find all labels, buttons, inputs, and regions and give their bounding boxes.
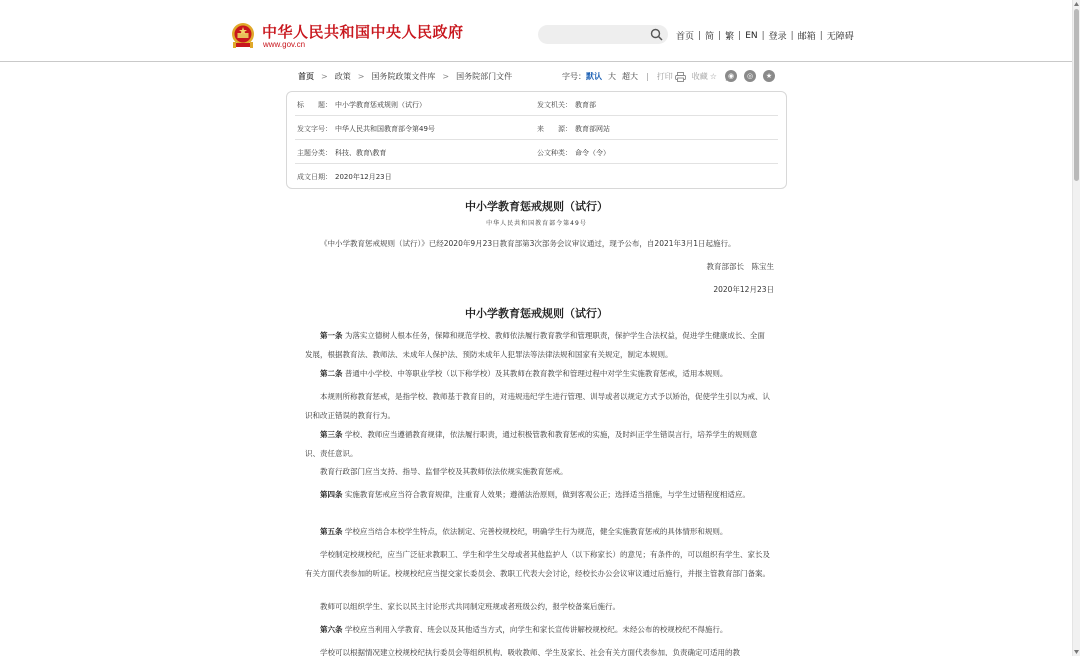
nav-home[interactable]: 首页 xyxy=(676,32,695,42)
nav-separator: | xyxy=(790,30,794,41)
body-title: 中小学教育惩戒规则（试行） xyxy=(465,307,608,320)
breadcrumb-policy[interactable]: 政策 xyxy=(334,72,351,81)
scroll-thumb[interactable] xyxy=(1074,9,1079,181)
article-tools xyxy=(562,71,736,82)
info-key: 标 题： xyxy=(297,101,332,109)
star-icon[interactable]: ☆ xyxy=(709,72,717,81)
article-clause-label: 第一条 xyxy=(320,331,343,340)
print-button[interactable]: 打印 xyxy=(656,72,673,81)
info-key: 发文字号： xyxy=(297,125,332,133)
info-value: 命令（令） xyxy=(575,149,610,157)
article-paragraph xyxy=(305,620,770,639)
font-size-xlarge[interactable]: 超大 xyxy=(622,72,638,81)
article-subtitle: 中华人民共和国教育部令第49号 xyxy=(486,220,587,227)
info-key: 来 源： xyxy=(537,125,572,133)
article-clause-label: 第五条 xyxy=(320,527,343,536)
nav-separator: | xyxy=(819,30,823,41)
tools-separator: | xyxy=(646,72,649,81)
nav-separator: | xyxy=(738,30,742,41)
font-size-label: 字号： xyxy=(562,72,586,81)
nav-separator: | xyxy=(761,30,765,41)
info-source xyxy=(537,124,610,134)
info-row xyxy=(295,92,778,116)
info-row xyxy=(295,140,778,164)
breadcrumb-policy-library[interactable]: 国务院政策文件库 xyxy=(371,72,436,81)
font-size-default[interactable]: 默认 xyxy=(586,72,602,81)
article-paragraph xyxy=(305,485,770,504)
nav-english[interactable]: EN xyxy=(745,30,758,41)
article-paragraph-text: 本规则所称教育惩戒，是指学校、教师基于教育目的，对违规违纪学生进行管理、训导或者以规定方式予以矫治，促使学生引以为戒、认识和改正错误的教育行为。 xyxy=(305,392,770,420)
info-value: 科技、教育\教育 xyxy=(335,149,387,157)
article-paragraph-text: 实施教育惩戒应当符合教育规律，注重育人效果；遵循法治原则，做到客观公正；选择适当措施，与学生过错程度相适应。 xyxy=(344,490,750,499)
article-paragraph-text: 普通中小学校、中等职业学校（以下称学校）及其教师在教育教学和管理过程中对学生实施教育惩戒，适用本规则。 xyxy=(344,369,728,378)
article-paragraph xyxy=(305,643,770,656)
breadcrumb-home[interactable]: 首页 xyxy=(298,72,314,81)
article-paragraph-text: 教师可以组织学生、家长以民主讨论形式共同制定班规或者班级公约，报学校备案后施行。 xyxy=(320,602,620,611)
info-key: 公文种类： xyxy=(537,149,572,157)
article-paragraph xyxy=(305,364,770,383)
info-value: 2020年12月23日 xyxy=(335,173,392,181)
nav-login[interactable]: 登录 xyxy=(768,32,787,42)
article-clause-label: 第四条 xyxy=(320,490,343,499)
site-title[interactable]: 中华人民共和国中央人民政府 xyxy=(262,23,464,41)
article-paragraph-text: 学校、教师应当遵循教育规律，依法履行职责，通过积极管教和教育惩戒的实施，及时纠正学生错误言行，培养学生的规则意识、责任意识。 xyxy=(305,430,758,458)
search-icon[interactable] xyxy=(650,28,663,41)
top-nav xyxy=(676,29,854,42)
chevron-right-icon: > xyxy=(442,72,450,81)
breadcrumb-department-docs[interactable]: 国务院部门文件 xyxy=(456,72,513,81)
scroll-up-arrow-icon[interactable] xyxy=(1073,0,1080,8)
article-paragraph-text: 为落实立德树人根本任务，保障和规范学校、教师依法履行教育教学和管理职责，保护学生合法权益，促进学生健康成长、全面发展，根据教育法、教师法、未成年人保护法、预防未成年人犯罪法等法律法规和国家有关规定，制定本规则。 xyxy=(305,331,765,359)
article-paragraph xyxy=(305,326,770,364)
info-key: 发文机关： xyxy=(537,101,572,109)
article-paragraph-text: 学校制定校规校纪，应当广泛征求教职工、学生和学生父母或者其他监护人（以下称家长）的意见；有条件的，可以组织有学生、家长及有关方面代表参加的听证。校规校纪应当提交家长委员会、教职工代表大会讨论，经校长办公会议审议通过后施行，并报主管教育部门备案。 xyxy=(305,550,770,578)
info-key: 成文日期： xyxy=(297,173,332,181)
article-intro: 《中小学教育惩戒规则（试行）》已经2020年9月23日教育部第3次部务会议审议通过，现予公布，自2021年3月1日起施行。 xyxy=(320,239,736,248)
info-value: 教育部 xyxy=(575,101,596,109)
font-size-large[interactable]: 大 xyxy=(608,72,616,81)
info-value: 中华人民共和国教育部令第49号 xyxy=(335,125,435,133)
nav-simplified[interactable]: 简 xyxy=(705,32,715,42)
article-clause-label: 第六条 xyxy=(320,625,343,634)
info-key: 主题分类： xyxy=(297,149,332,157)
chevron-right-icon: > xyxy=(357,72,365,81)
weibo-share-icon[interactable]: ◉ xyxy=(725,70,737,82)
article-paragraph xyxy=(305,387,770,425)
article-paragraph xyxy=(305,545,770,583)
info-row xyxy=(295,116,778,140)
search-input[interactable] xyxy=(538,25,668,44)
scroll-down-arrow-icon[interactable] xyxy=(1073,648,1080,656)
info-topic xyxy=(297,148,386,158)
scrollbar[interactable] xyxy=(1072,0,1080,656)
info-doctype xyxy=(537,148,610,158)
article-paragraph-text: 学校应当结合本校学生特点，依法制定、完善校规校纪，明确学生行为规范，健全实施教育惩戒的具体情形和规则。 xyxy=(344,527,728,536)
wechat-share-icon[interactable]: ◎ xyxy=(744,70,756,82)
article-clause-label: 第二条 xyxy=(320,369,343,378)
info-date xyxy=(297,172,392,182)
nav-accessibility[interactable]: 无障碍 xyxy=(826,32,854,42)
nav-traditional[interactable]: 繁 xyxy=(725,32,735,42)
article-paragraph-text: 教育行政部门应当支持、指导、监督学校及其教师依法依规实施教育惩戒。 xyxy=(320,467,568,476)
article-paragraph xyxy=(305,522,770,541)
breadcrumb xyxy=(298,71,512,82)
article-paragraph-text: 学校应当利用入学教育、班会以及其他适当方式，向学生和家长宣传讲解校规校纪。未经公布的校规校纪不得施行。 xyxy=(344,625,728,634)
info-docno xyxy=(297,124,435,134)
info-title xyxy=(297,100,426,110)
info-issuer xyxy=(537,100,596,110)
article-paragraph xyxy=(305,425,770,463)
site-url[interactable]: www.gov.cn xyxy=(263,40,306,49)
printer-icon[interactable] xyxy=(675,72,686,82)
nav-separator: | xyxy=(718,30,722,41)
article-title: 中小学教育惩戒规则（试行） xyxy=(465,200,608,213)
article-clause-label: 第三条 xyxy=(320,430,343,439)
nav-separator: | xyxy=(698,30,702,41)
info-value: 中小学教育惩戒规则（试行） xyxy=(335,101,426,109)
article-paragraph xyxy=(305,597,770,616)
site-header xyxy=(0,0,1072,62)
nav-mail[interactable]: 邮箱 xyxy=(797,32,816,42)
document-info-table xyxy=(286,91,787,189)
favorite-button[interactable]: 收藏 xyxy=(691,72,708,81)
article-signer: 教育部部长 陈宝生 xyxy=(706,262,774,271)
article-paragraph xyxy=(305,462,770,481)
article-sign-date: 2020年12月23日 xyxy=(713,285,774,294)
favorite-star-icon[interactable]: ★ xyxy=(763,70,775,82)
national-emblem-icon[interactable] xyxy=(231,22,255,49)
article-paragraph-text: 学校可以根据情况建立校规校纪执行委员会等组织机构，吸收教师、学生及家长、社会有关方面代表参加，负责确定可适用的教 xyxy=(320,648,740,656)
info-value: 教育部网站 xyxy=(575,125,610,133)
info-row xyxy=(295,164,778,188)
chevron-right-icon: > xyxy=(321,72,328,81)
